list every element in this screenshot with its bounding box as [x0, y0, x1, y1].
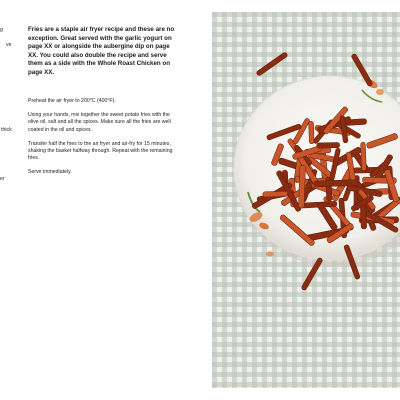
recipe-method — [28, 98, 178, 184]
method-step: Preheat the air fryer to 200°C (400°F). — [28, 98, 116, 104]
fries-photo-image — [212, 12, 400, 388]
method-step: Using your hands, mix together the sweet potato fries with the olive oil, salt and all the spices. Make sure all the fries are well coated in the oil and spices. — [28, 112, 171, 133]
edge-fragment: er — [0, 176, 5, 182]
fry — [317, 142, 340, 148]
method-step: Serve immediately. — [28, 169, 72, 176]
fry — [263, 191, 288, 197]
edge-fragment: thick — [1, 127, 12, 133]
edge-fragment: ve — [6, 42, 12, 48]
fry — [298, 166, 305, 208]
fry — [361, 142, 367, 171]
fries-photo — [212, 12, 400, 388]
recipe-intro: Fries are a staple air fryer recipe and these are no exception. Great served with the garlic yogurt on page XX or alongside the aubergine dip on page XX. You could also double the recipe and serve them as a side with the Whole Roast Chicken on page XX. — [28, 26, 175, 76]
fry — [309, 121, 314, 143]
method-step: Transfer half the fries to the air fryer and air-fry for 15 minutes, shaking the basket halfway through. Repeat with the remaining fries. — [28, 140, 173, 162]
edge-fragment: g — [0, 27, 3, 33]
